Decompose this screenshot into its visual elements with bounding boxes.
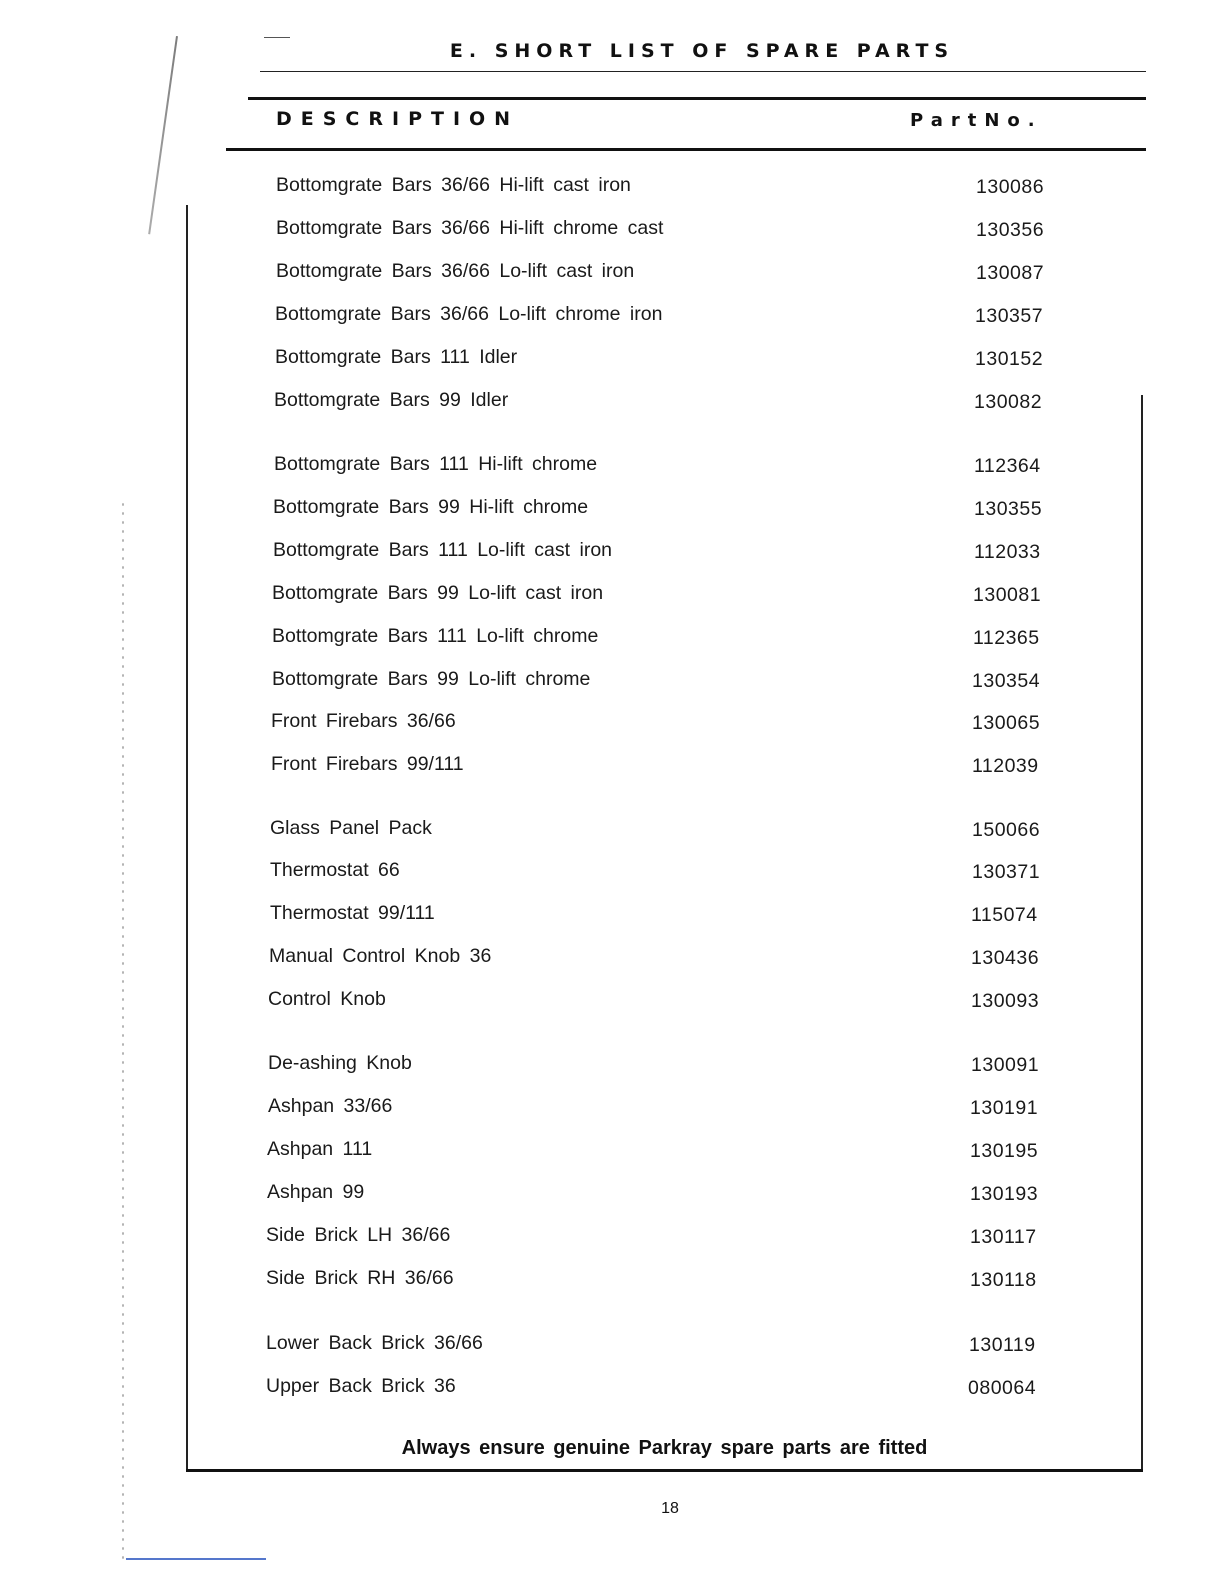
row-part-no: 130195 (970, 1140, 1039, 1162)
row-description: Bottomgrate Bars 36/66 Lo-lift cast iron (276, 260, 635, 282)
row-part-no: 130191 (970, 1097, 1039, 1119)
row-description: Bottomgrate Bars 111 Lo-lift cast iron (273, 539, 613, 561)
row-description: Bottomgrate Bars 36/66 Hi-lift cast iron (276, 174, 631, 196)
row-part-no: 130371 (972, 861, 1041, 883)
row-description: Bottomgrate Bars 99 Lo-lift cast iron (272, 582, 604, 604)
row-description: Ashpan 111 (267, 1138, 373, 1160)
row-description: Bottomgrate Bars 111 Hi-lift chrome (274, 453, 598, 475)
row-part-no: 130087 (976, 262, 1045, 284)
row-description: Bottomgrate Bars 99 Idler (274, 389, 509, 411)
row-part-no: 130117 (970, 1226, 1037, 1248)
row-description: Upper Back Brick 36 (266, 1375, 456, 1397)
row-part-no: 130118 (970, 1269, 1037, 1291)
row-part-no: 130354 (972, 670, 1041, 692)
row-description: Side Brick LH 36/66 (266, 1224, 451, 1246)
table-border-left (186, 205, 188, 1470)
row-part-no: 130065 (972, 712, 1041, 734)
row-description: Manual Control Knob 36 (269, 945, 492, 967)
row-part-no: 112033 (974, 541, 1041, 563)
row-part-no: 130093 (971, 990, 1040, 1012)
row-part-no: 130086 (976, 176, 1045, 198)
row-part-no: 130356 (976, 219, 1045, 241)
row-part-no: 130193 (970, 1183, 1039, 1205)
column-header-part-no: PartNo. (910, 110, 1043, 131)
row-description: Thermostat 66 (270, 859, 400, 881)
row-description: Bottomgrate Bars 36/66 Lo-lift chrome iron (275, 303, 663, 325)
row-description: Ashpan 99 (267, 1181, 365, 1203)
row-description: Glass Panel Pack (270, 817, 432, 839)
row-description: Thermostat 99/111 (270, 902, 435, 924)
table-header-rule-bottom (226, 148, 1146, 151)
row-part-no: 112039 (972, 755, 1039, 777)
row-description: Lower Back Brick 36/66 (266, 1332, 483, 1354)
column-header-description: DESCRIPTION (276, 108, 520, 130)
page-number: 18 (661, 1500, 679, 1517)
scan-artifact-underline (126, 1558, 266, 1560)
row-description: Ashpan 33/66 (268, 1095, 393, 1117)
row-part-no: 130152 (975, 348, 1044, 370)
footer-note: Always ensure genuine Parkray spare parts are fitted (401, 1437, 928, 1459)
row-description: Front Firebars 36/66 (271, 710, 456, 732)
row-part-no: 130082 (974, 391, 1043, 413)
row-part-no: 115074 (971, 904, 1038, 926)
row-part-no: 130119 (969, 1334, 1036, 1356)
row-part-no: 130081 (973, 584, 1042, 606)
row-description: Side Brick RH 36/66 (266, 1267, 454, 1289)
table-border-bottom (186, 1469, 1143, 1472)
row-description: Control Knob (268, 988, 386, 1010)
title-divider (260, 71, 1146, 72)
row-description: Bottomgrate Bars 99 Hi-lift chrome (273, 496, 589, 518)
scan-artifact-line (148, 36, 178, 234)
row-description: Front Firebars 99/111 (271, 753, 464, 775)
table-header-rule-top (248, 97, 1146, 100)
row-description: Bottomgrate Bars 99 Lo-lift chrome (272, 668, 591, 690)
row-part-no: 112364 (974, 455, 1041, 477)
row-part-no: 130091 (971, 1054, 1040, 1076)
table-border-right (1141, 395, 1143, 1472)
row-part-no: 130436 (971, 947, 1040, 969)
row-description: Bottomgrate Bars 36/66 Hi-lift chrome cast (276, 217, 664, 239)
row-description: Bottomgrate Bars 111 Lo-lift chrome (272, 625, 599, 647)
row-part-no: 130355 (974, 498, 1043, 520)
row-part-no: 150066 (972, 819, 1041, 841)
scan-artifact-dots (120, 500, 128, 1560)
page-title: E. SHORT LIST OF SPARE PARTS (449, 40, 955, 62)
row-part-no: 130357 (975, 305, 1044, 327)
row-description: Bottomgrate Bars 111 Idler (275, 346, 518, 368)
scan-artifact-mark (264, 37, 290, 38)
row-description: De-ashing Knob (268, 1052, 412, 1074)
row-part-no: 112365 (973, 627, 1040, 649)
row-part-no: 080064 (968, 1377, 1037, 1399)
